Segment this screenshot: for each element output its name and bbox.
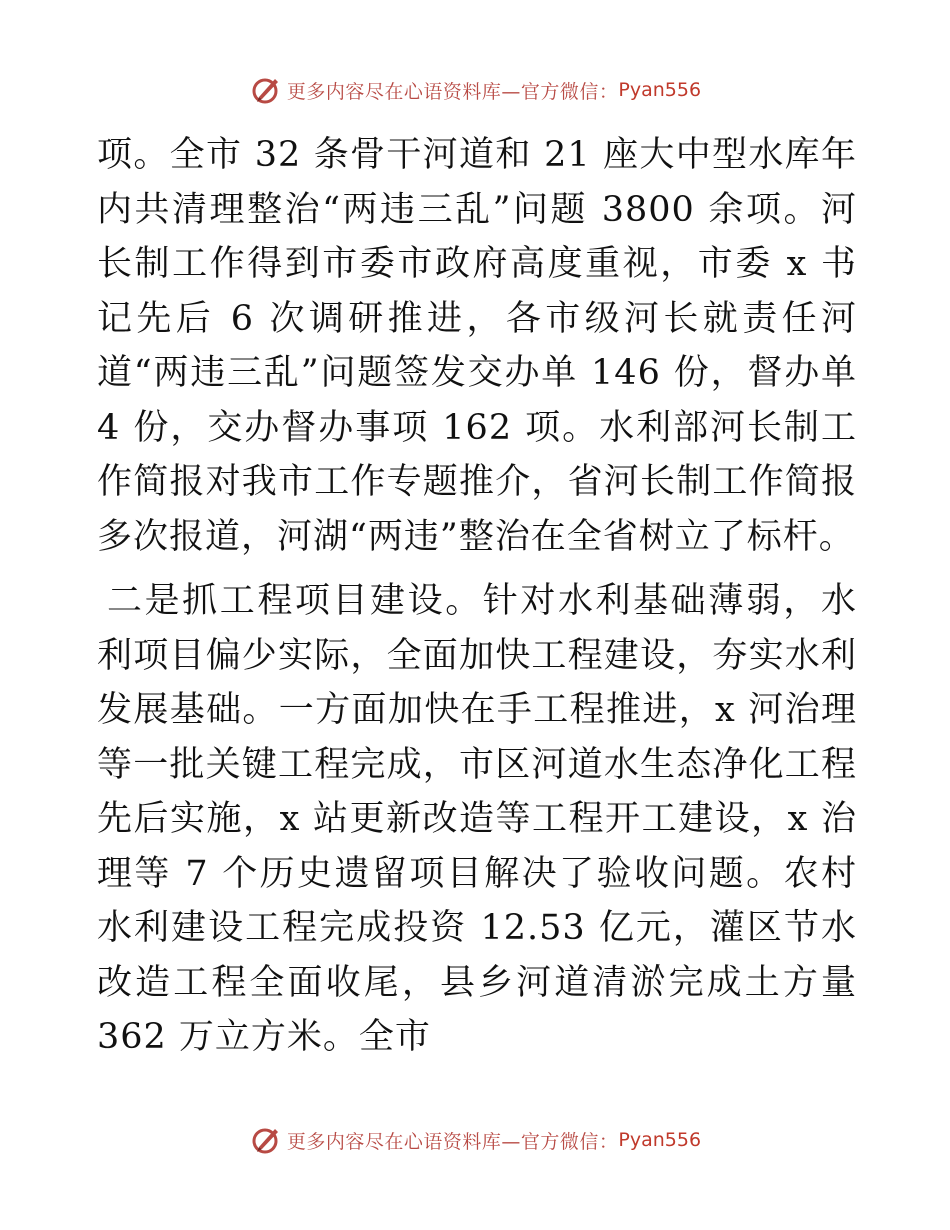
watermark-text: 更多内容尽在心语资料库—官方微信： bbox=[286, 1130, 619, 1153]
watermark-account: Pyan556 bbox=[618, 1129, 702, 1151]
header-watermark bbox=[0, 70, 950, 110]
paragraph-2: 二是抓工程项目建设。针对水利基础薄弱，水利项目偏少实际，全面加快工程建设，夯实水利发展基础。一方面加快在手工程推进，x 河治理等一批关键工程完成，市区河道水生态净化工程先后实施，x 站更新改造等工程开工建设，x 治理等 7 个历史遗留项目解决了验收问题。农村水利建设工程完成投资 12.53 亿元，灌区节水改造工程全面收尾，县乡河道清淤完成土方量 362 万立方米。全市 bbox=[97, 581, 857, 1057]
watermark-text: 更多内容尽在心语资料库—官方微信： bbox=[286, 80, 619, 103]
paragraph-1: 项。全市 32 条骨干河道和 21 座大中型水库年内共清理整治“两违三乱”问题 3800 余项。河长制工作得到市委市政府高度重视，市委 x 书记先后 6 次调研推进，各市级河长就责任河道“两违三乱”问题签发交办单 146 份，督办单 4 份，交办督办事项 162 项。水利部河长制工作简报对我市工作专题推介，省河长制工作简报多次报道，河湖“两违”整治在全省树立了标杆。 bbox=[97, 135, 857, 557]
quill-pen-circle-icon bbox=[249, 73, 283, 107]
document-body bbox=[97, 128, 857, 1065]
quill-pen-circle-icon bbox=[249, 1123, 283, 1157]
footer-watermark bbox=[0, 1120, 950, 1160]
watermark-account: Pyan556 bbox=[618, 79, 702, 101]
